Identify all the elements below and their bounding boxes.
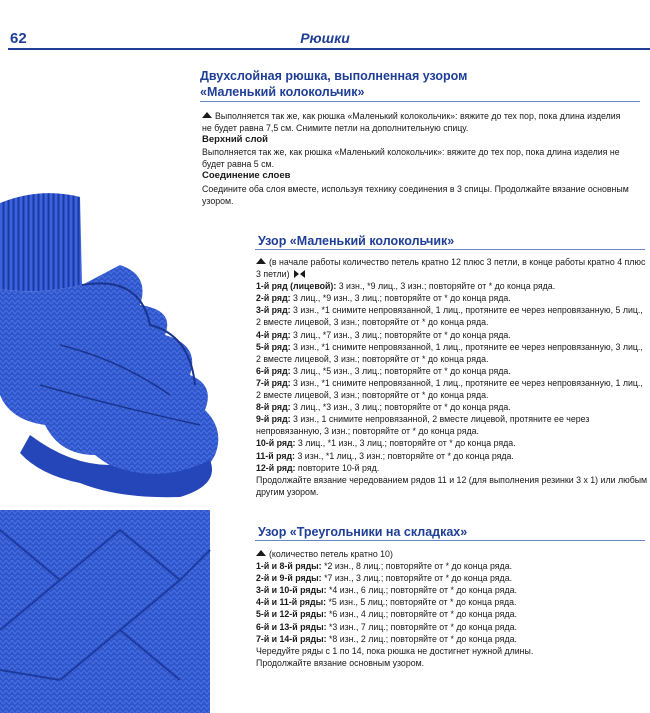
join-heading: Соединение слоев	[202, 170, 291, 182]
row-label: 1-й ряд (лицевой):	[256, 281, 337, 292]
row-text: 3 изн., *1 снимите непровязанной, 1 лиц., протяните ее через непровязанную, 3 лиц., 2 вместе лицевой, 3 изн.; повторяйте от * до конца ряда.	[256, 341, 643, 364]
page-title: Рюшки	[300, 30, 350, 46]
section2-intro: (в начале работы количество петель кратно 12 плюс 3 петли, в конце работы кратно 4 плюс 3 петли)	[256, 257, 646, 280]
section2-divider	[255, 249, 645, 250]
section3-divider	[255, 540, 645, 541]
row-instruction	[256, 572, 648, 584]
row-text: повторите 10-й ряд.	[295, 462, 380, 473]
row-label: 11-й ряд:	[256, 450, 295, 461]
row-instruction	[256, 584, 648, 596]
row-instruction	[256, 462, 648, 474]
row-text: 3 изн., *9 лиц., 3 изн.; повторяйте от * до конца ряда.	[336, 281, 556, 292]
row-instruction	[256, 633, 648, 645]
row-label: 5-й ряд:	[256, 341, 291, 352]
section3-title: Узор «Треугольники на складках»	[258, 525, 468, 539]
row-label: 4-й и 11-й ряды:	[256, 597, 327, 608]
row-instruction	[256, 621, 648, 633]
row-instruction	[256, 413, 648, 437]
section3-intro: (количество петель кратно 10)	[269, 549, 393, 559]
join-text: Соедините оба слоя вместе, используя технику соединения в 3 спицы. Продолжайте вязание основным узором.	[202, 183, 629, 206]
row-text: 3 лиц., *1 изн., 3 лиц.; повторяйте от * до конца ряда.	[295, 438, 516, 449]
row-text: 3 изн., 1 снимите непровязанной, 2 вместе лицевой, протяните ее через непровязанную, 3 изн.; повторяйте от * до конца ряда.	[256, 414, 590, 437]
row-label: 8-й ряд:	[256, 402, 291, 413]
top-layer-text: Выполняется так же, как рюшка «Маленький колокольчик»: вяжите до тех пор, пока длина изделия не будет равна 5 см.	[202, 147, 620, 170]
row-label: 10-й ряд:	[256, 438, 296, 449]
row-instruction	[256, 329, 648, 341]
row-instruction	[256, 401, 648, 413]
header-divider	[8, 48, 650, 50]
section1-title-line2: «Маленький колокольчик»	[200, 85, 365, 99]
row-label: 4-й ряд:	[256, 329, 291, 340]
row-instruction	[256, 437, 648, 449]
row-label: 9-й ряд:	[256, 414, 291, 425]
row-instruction	[256, 608, 648, 620]
row-text: 3 изн., *1 снимите непровязанной, 1 лиц., протяните ее через непровязанную, 5 лиц., 2 вместе лицевой, 3 изн.; повторяйте от * до конца ряда.	[256, 305, 643, 328]
row-text: 3 изн., *1 лиц., 3 изн.; повторяйте от * до конца ряда.	[295, 450, 514, 461]
row-label: 2-й и 9-й ряды:	[256, 573, 322, 584]
row-instruction	[256, 304, 648, 328]
section2-outro: Продолжайте вязание чередованием рядов 11 и 12 (для выполнения резинки 3 х 1) или любым другим узором.	[256, 474, 648, 497]
triangle-icon	[256, 258, 266, 264]
row-instruction	[256, 377, 648, 401]
page-header	[0, 0, 650, 52]
row-instruction	[256, 280, 648, 292]
section3-outro2: Продолжайте вязание основным узором.	[256, 657, 425, 668]
row-label: 3-й и 10-й ряды:	[256, 585, 327, 596]
row-label: 6-й ряд:	[256, 365, 291, 376]
section1-title-line1: Двухслойная рюшка, выполненная узором	[200, 69, 468, 83]
row-instruction	[256, 560, 648, 572]
row-text: *3 изн., 7 лиц.; повторяйте от * до конца ряда.	[326, 621, 517, 632]
row-text: *7 изн., 3 лиц.; повторяйте от * до конца ряда.	[321, 573, 513, 584]
row-text: *8 изн., 2 лиц.; повторяйте от * до конца ряда.	[326, 633, 517, 644]
row-text: 3 лиц., *7 изн., 3 лиц.; повторяйте от * до конца ряда.	[290, 329, 511, 340]
row-instruction	[256, 450, 648, 462]
row-text: 3 лиц., *9 изн., 3 лиц.; повторяйте от * до конца ряда.	[290, 293, 511, 304]
row-label: 5-й и 12-й ряды:	[256, 609, 327, 620]
ruffle-photo	[0, 185, 255, 500]
section3-body	[256, 548, 648, 669]
row-label: 7-й и 14-й ряды:	[256, 633, 327, 644]
row-text: *2 изн., 8 лиц.; повторяйте от * до конца ряда.	[321, 561, 513, 572]
row-label: 1-й и 8-й ряды:	[256, 561, 322, 572]
section1-divider	[200, 101, 640, 102]
triangles-swatch-photo	[0, 510, 215, 713]
section2-title: Узор «Маленький колокольчик»	[258, 234, 455, 248]
row-text: 3 изн., *1 снимите непровязанной, 1 лиц., протяните ее через непровязанную, 1 лиц., 2 вместе лицевой, 3 изн.; повторяйте от * до конца ряда.	[256, 377, 643, 401]
section3-outro1: Чередуйте ряды с 1 по 14, пока рюшка не достигнет нужной длины.	[256, 645, 534, 656]
section2-body	[256, 256, 648, 498]
section1-intro: Выполняется так же, как рюшка «Маленький колокольчик»: вяжите до тех пор, пока длина изделия не будет равна 7,5 см. Снимите петли на дополнительную спицу.	[202, 111, 621, 134]
page-number: 62	[10, 30, 27, 47]
row-text: 3 лиц., *3 изн., 3 лиц.; повторяйте от * до конца ряда.	[290, 402, 511, 413]
row-label: 6-й и 13-й ряды:	[256, 621, 327, 632]
triangle-icon	[202, 112, 212, 118]
row-label: 12-й ряд:	[256, 462, 296, 473]
section1-title	[200, 68, 467, 100]
triangle-icon	[256, 550, 266, 556]
row-text: *6 изн., 4 лиц.; повторяйте от * до конца ряда.	[326, 609, 517, 620]
row-instruction	[256, 365, 648, 377]
row-instruction	[256, 341, 648, 365]
row-text: 3 лиц., *5 изн., 3 лиц.; повторяйте от * до конца ряда.	[290, 365, 511, 376]
row-text: *5 изн., 5 лиц.; повторяйте от * до конца ряда.	[326, 597, 517, 608]
row-text: *4 изн., 6 лиц.; повторяйте от * до конца ряда.	[326, 585, 517, 596]
section2-rows	[256, 280, 648, 474]
row-instruction	[256, 596, 648, 608]
bowtie-icon	[294, 270, 305, 278]
top-layer-heading: Верхний слой	[202, 134, 268, 146]
row-label: 3-й ряд:	[256, 305, 291, 316]
row-label: 7-й ряд:	[256, 377, 291, 388]
row-label: 2-й ряд:	[256, 293, 291, 304]
section1-body	[202, 110, 632, 207]
row-instruction	[256, 292, 648, 304]
section3-rows	[256, 560, 648, 645]
